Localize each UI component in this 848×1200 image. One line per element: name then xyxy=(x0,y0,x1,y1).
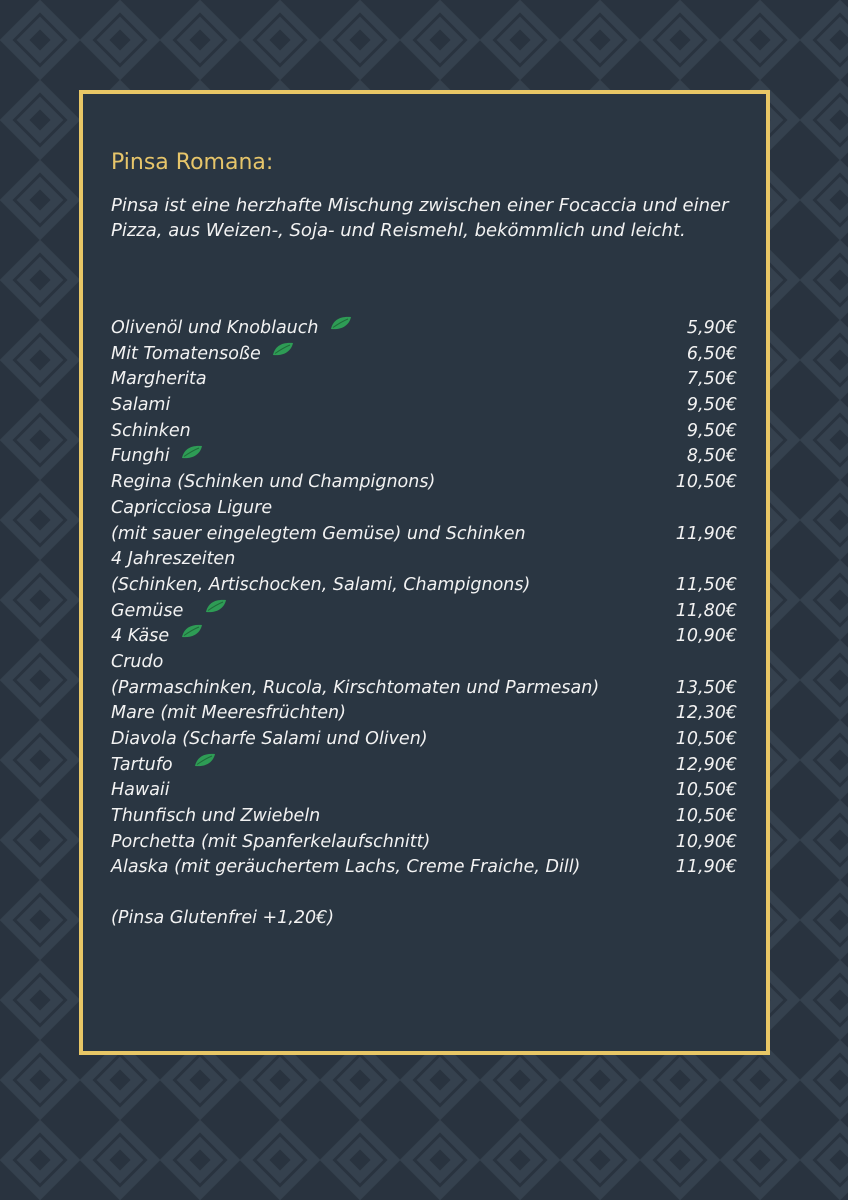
menu-item-price: 7,50€ xyxy=(686,369,737,390)
menu-item-name: 4 Jahreszeiten xyxy=(111,549,236,570)
menu-item xyxy=(111,367,741,393)
menu-item-price: 12,90€ xyxy=(675,754,737,775)
menu-item-price: 13,50€ xyxy=(675,677,737,698)
menu-item xyxy=(111,624,741,650)
section-title: Pinsa Romana: xyxy=(111,150,274,175)
menu-item xyxy=(111,419,741,445)
menu-item-name: Mare (mit Meeresfrüchten) xyxy=(111,703,346,724)
menu-item-name: Margherita xyxy=(111,369,207,390)
menu-item xyxy=(111,701,741,727)
menu-item-name: Regina (Schinken und Champignons) xyxy=(111,472,436,493)
menu-item-name: 4 Käse xyxy=(111,626,170,647)
menu-item xyxy=(111,393,741,419)
menu-item xyxy=(111,522,741,548)
leaf-icon xyxy=(181,621,203,647)
menu-item xyxy=(111,727,741,753)
menu-list xyxy=(111,316,741,881)
menu-item-price: 9,50€ xyxy=(686,395,737,416)
menu-item-name: Hawaii xyxy=(111,780,170,801)
menu-item-name: Porchetta (mit Spanferkelaufschnitt) xyxy=(111,831,431,852)
menu-item xyxy=(111,676,741,702)
menu-item-price: 11,90€ xyxy=(675,523,737,544)
menu-item-name: Mit Tomatensoße xyxy=(111,343,261,364)
menu-item xyxy=(111,778,741,804)
menu-item xyxy=(111,444,741,470)
menu-item-name: Salami xyxy=(111,395,171,416)
menu-item-price: 11,90€ xyxy=(675,857,737,878)
section-description: Pinsa ist eine herzhafte Mischung zwischen einer Focaccia und einer Pizza, aus Weizen-, Soja- und Reismehl, bekömmlich und leicht. xyxy=(111,195,729,241)
leaf-icon xyxy=(205,596,227,622)
menu-item xyxy=(111,496,741,522)
menu-item-price: 6,50€ xyxy=(686,343,737,364)
menu-item-name: (Schinken, Artischocken, Salami, Champignons) xyxy=(111,574,531,595)
menu-item-name: Tartufo xyxy=(111,754,173,775)
menu-item xyxy=(111,830,741,856)
gluten-free-note: (Pinsa Glutenfrei +1,20€) xyxy=(111,908,335,928)
menu-item xyxy=(111,573,741,599)
menu-item-name: Schinken xyxy=(111,420,191,441)
menu-item-name: Capricciosa Ligure xyxy=(111,497,273,518)
menu-item-price: 9,50€ xyxy=(686,420,737,441)
menu-item-price: 10,50€ xyxy=(675,806,737,827)
menu-item xyxy=(111,753,741,779)
leaf-icon xyxy=(194,750,216,776)
menu-item-price: 8,50€ xyxy=(686,446,737,467)
menu-item-name: Diavola (Scharfe Salami und Oliven) xyxy=(111,729,428,749)
menu-item-price: 10,90€ xyxy=(675,831,737,852)
menu-item-name: Thunfisch und Zwiebeln xyxy=(111,806,321,827)
menu-item xyxy=(111,470,741,496)
menu-item-name: Crudo xyxy=(111,651,164,672)
menu-item xyxy=(111,342,741,368)
menu-item xyxy=(111,855,741,881)
leaf-icon xyxy=(181,442,203,468)
menu-item-price: 5,90€ xyxy=(686,318,737,338)
leaf-icon xyxy=(272,339,294,365)
leaf-icon xyxy=(330,313,352,339)
menu-item-name: (mit sauer eingelegtem Gemüse) und Schinken xyxy=(111,523,526,544)
menu-item-price: 11,50€ xyxy=(675,574,737,595)
menu-item-price: 10,50€ xyxy=(675,729,737,749)
menu-item xyxy=(111,316,741,342)
menu-item-name: Olivenöl und Knoblauch xyxy=(111,318,319,338)
menu-item xyxy=(111,547,741,573)
menu-item-price: 11,80€ xyxy=(675,600,737,621)
menu-item-price: 12,30€ xyxy=(675,703,737,724)
menu-item-name: Alaska (mit geräuchertem Lachs, Creme Fraiche, Dill) xyxy=(111,857,581,878)
menu-item xyxy=(111,804,741,830)
menu-item xyxy=(111,650,741,676)
menu-item-name: (Parmaschinken, Rucola, Kirschtomaten und Parmesan) xyxy=(111,677,600,698)
menu-item-price: 10,90€ xyxy=(675,626,737,647)
menu-item xyxy=(111,599,741,625)
menu-item-price: 10,50€ xyxy=(675,472,737,493)
menu-item-name: Gemüse xyxy=(111,600,184,621)
menu-item-price: 10,50€ xyxy=(675,780,737,801)
menu-item-name: Funghi xyxy=(111,446,170,467)
